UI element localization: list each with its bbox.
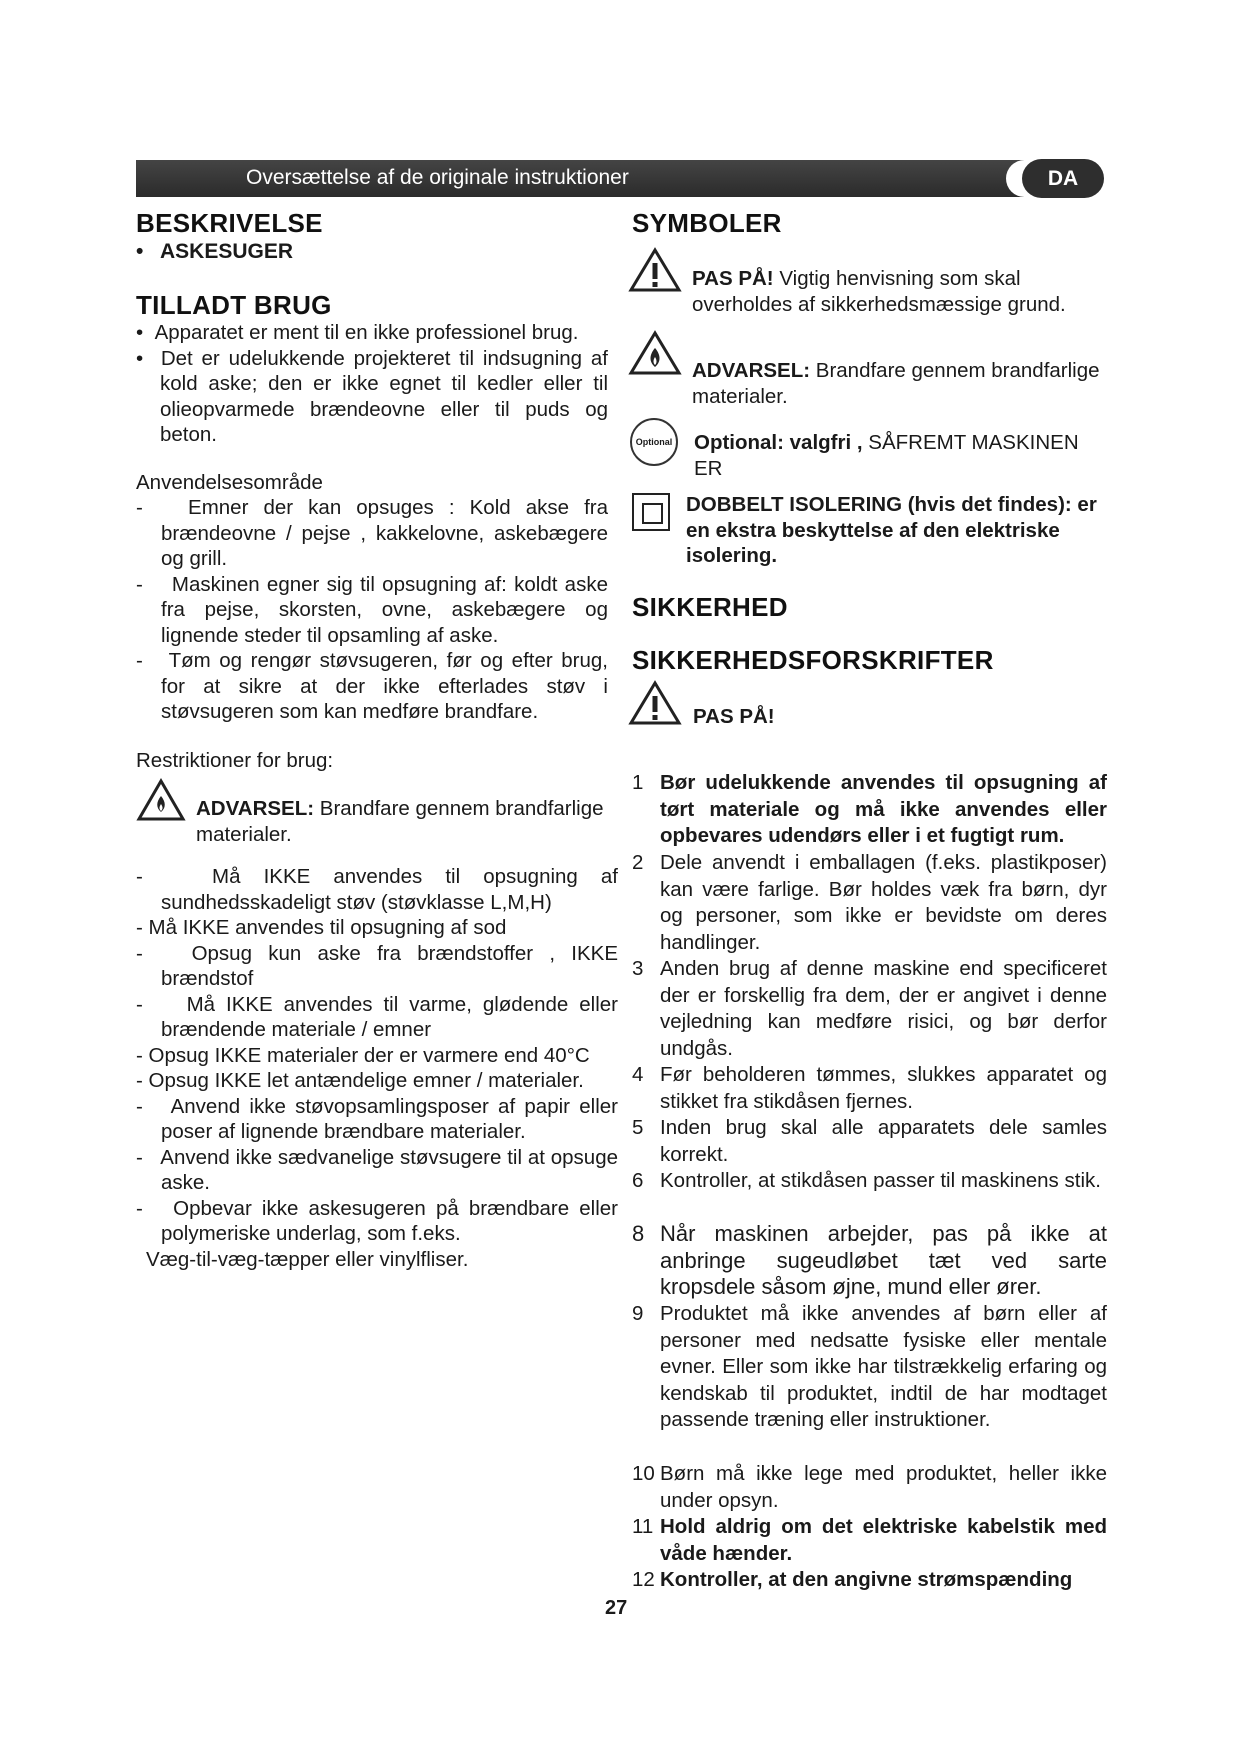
symbol-optional: Optional: valgfri , SÅFREMT MASKINEN ER xyxy=(694,431,1079,480)
symbol-fire-warning: ADVARSEL: Brandfare gennem brandfarlige materialer. xyxy=(692,359,1100,408)
sikkerhed-heading: SIKKERHED xyxy=(632,592,788,622)
pas-paa-label: PAS PÅ! xyxy=(693,705,775,728)
rule-item: 6 Kontroller, at stikdåsen passer til maskinens stik. xyxy=(632,1169,1101,1192)
list-item: - Anvend ikke støvopsamlingsposer af papir eller poser af lignende brændbare materialer. xyxy=(136,1094,618,1143)
language-badge: DA xyxy=(1022,159,1104,198)
list-item: • Det er udelukkende projekteret til indsugning af kold aske; den er ikke egnet til kedler eller til olieopvarmede brændeovne eller til puds og beton. xyxy=(136,346,608,446)
warning-icon xyxy=(628,247,682,293)
tilladt-brug-heading: TILLADT BRUG xyxy=(136,290,332,320)
list-item: - Emner der kan opsuges : Kold akse fra brændeovne / pejse , kakkelovne, askebægere og grill. xyxy=(136,496,608,570)
left-warning: ADVARSEL: Brandfare gennem brandfarlige materialer. xyxy=(196,797,604,846)
restrictions-list xyxy=(136,864,618,1272)
rule-item: 5 Inden brug skal alle apparatets dele samles korrekt. xyxy=(632,1116,1107,1166)
symbol-double-insulation: DOBBELT ISOLERING (hvis det findes): er en ekstra beskyttelse af den elektriske isolering. xyxy=(686,493,1097,567)
rule-item: 11 Hold aldrig om det elektriske kabelstik med våde hænder. xyxy=(632,1515,1107,1565)
anvendelse-list xyxy=(136,495,608,725)
fire-warning-icon xyxy=(628,330,682,376)
rule-item: 10 Børn må ikke lege med produktet, heller ikke under opsyn. xyxy=(632,1462,1107,1512)
rule-item: 3 Anden brug af denne maskine end specificeret der er forskellig fra dem, der er angivet i denne vejledning kan medføre risici, og bør derfor undgås. xyxy=(632,957,1107,1060)
header-title: Oversættelse af de originale instruktioner xyxy=(246,166,629,189)
beskrivelse-item: • ASKESUGER xyxy=(136,240,294,263)
list-item: - Maskinen egner sig til opsugning af: koldt aske fra pejse, skorsten, ovne, askebægere og lignende steder til opsamling af aske. xyxy=(136,572,608,647)
symbol-caution: PAS PÅ! Vigtig henvisning som skal overholdes af sikkerhedsmæssige grund. xyxy=(692,267,1066,316)
list-item: - Må IKKE anvendes til varme, glødende eller brændende materiale / emner xyxy=(136,992,618,1041)
rule-item: 1 Bør udelukkende anvendes til opsugning af tørt materiale og må ikke anvendes eller opbevares udendørs eller i et fugtigt rum. xyxy=(632,771,1107,847)
restrictions-title: Restriktioner for brug: xyxy=(136,749,334,772)
double-insulation-icon xyxy=(632,493,670,531)
rule-item: 8 Når maskinen arbejder, pas på ikke at anbringe sugeudløbet tæt ved sarte kropsdele såsom øjne, mund eller ører. xyxy=(632,1221,1107,1299)
beskrivelse-heading: BESKRIVELSE xyxy=(136,208,323,238)
page-number: 27 xyxy=(605,1597,628,1619)
rule-item: 12 Kontroller, at den angivne strømspænding xyxy=(632,1568,1073,1591)
symboler-heading: SYMBOLER xyxy=(632,208,782,238)
list-item: - Må IKKE anvendes til opsugning af sod xyxy=(136,916,507,939)
sikkerhedsforskrifter-heading: SIKKERHEDSFORSKRIFTER xyxy=(632,645,994,675)
list-item: - Må IKKE anvendes til opsugning af sundhedsskadeligt støv (støvklasse L,M,H) xyxy=(136,865,619,914)
warning-icon xyxy=(628,680,682,726)
list-item: • Apparatet er ment til en ikke professionel brug. xyxy=(136,321,579,344)
list-item: - Opbevar ikke askesugeren på brændbare eller polymeriske underlag, som f.eks. xyxy=(136,1196,618,1245)
restrictions-tail: Væg-til-væg-tæpper eller vinylfliser. xyxy=(146,1247,469,1271)
warning-label: ADVARSEL: xyxy=(196,797,315,820)
fire-warning-icon xyxy=(136,778,186,822)
rule-item: 9 Produktet må ikke anvendes af børn eller af personer med nedsatte fysiske eller mentale evner. Eller som ikke har tilstrækkelig erfaring og kendskab til produktet, indtil de har modtaget passende træning eller instruktioner. xyxy=(632,1302,1107,1431)
list-item: - Opsug IKKE let antændelige emner / materialer. xyxy=(136,1069,584,1092)
tilladt-brug-list xyxy=(136,320,608,448)
list-item: - Opsug kun aske fra brændstoffer , IKKE brændstof xyxy=(136,941,618,990)
anvendelse-title: Anvendelsesområde xyxy=(136,471,323,494)
rule-item: 4 Før beholderen tømmes, slukkes apparatet og stikket fra stikdåsen fjernes. xyxy=(632,1063,1107,1113)
optional-icon: Optional xyxy=(630,418,678,466)
rule-item: 2 Dele anvendt i emballagen (f.eks. plastikposer) kan være farlige. Bør holdes væk fra børn, dyr og personer, som ikke er bevidste om deres handlinger. xyxy=(632,851,1107,954)
list-item: - Anvend ikke sædvanelige støvsugere til at opsuge aske. xyxy=(136,1145,618,1194)
list-item: - Tøm og rengør støvsugeren, før og efter brug, for at sikre at der ikke efterlades støv i støvsugeren som kan medføre brandfare. xyxy=(136,649,608,723)
list-item: - Opsug IKKE materialer der er varmere end 40°C xyxy=(136,1043,590,1067)
